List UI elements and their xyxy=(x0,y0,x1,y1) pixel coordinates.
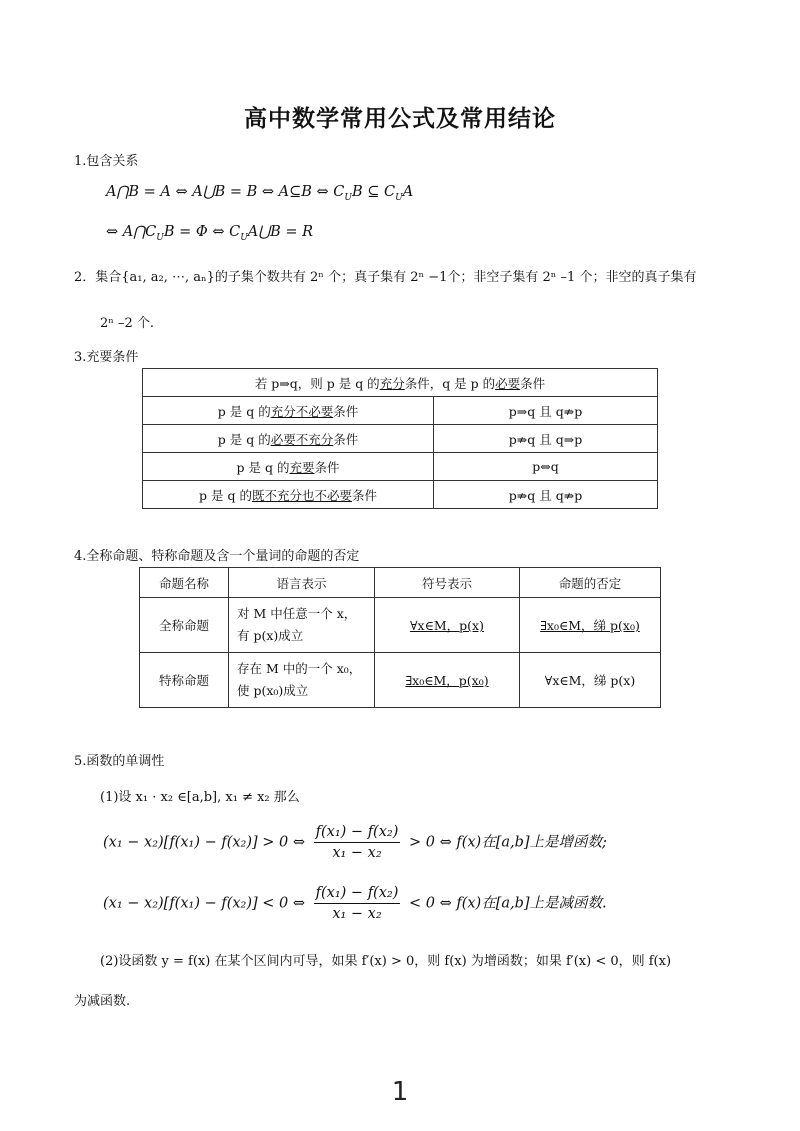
section-5-heading: 5.函数的单调性 xyxy=(74,754,165,769)
table-row: p 是 q 的既不充分也不必要条件 p⇏q 且 q⇏p xyxy=(143,481,658,509)
section-1-heading: 1.包含关系 xyxy=(74,154,139,169)
table-row: 全称命题 对 M 中任意一个 x， 有 p(x)成立 ∀x∈M，p(x) ∃x₀∈M，绨 p(x₀) xyxy=(140,598,661,653)
quantifier-table xyxy=(139,567,661,708)
table-row: p 是 q 的充分不必要条件 p⇒q 且 q⇏p xyxy=(143,397,658,425)
section-2-line-2: 2ⁿ –2 个. xyxy=(100,316,155,331)
section-2-line-1: 2．集合{a₁, a₂, ⋯, aₙ}的子集个数共有 2ⁿ 个；真子集有 2ⁿ −1个；非空子集有 2ⁿ –1 个；非空的真子集有 xyxy=(74,270,697,285)
section-3-heading: 3.充要条件 xyxy=(74,350,139,365)
decreasing-formula: (x₁ − x₂)[f(x₁) − f(x₂)] < 0 ⇔ $\frac{\text{f(x₁) − f(x₂)}}{\text{x₁ − x₂}}$ < 0 ⇔ f(x)在[a,b]上是减函数. xyxy=(103,885,607,922)
table-header-cell: 符号表示 xyxy=(375,568,520,598)
formula-1: A⋂B = A ⇔ A⋃B = B ⇔ A⊆B ⇔ $C_UB$ ⊆ $C_UA$ xyxy=(106,184,414,203)
derivative-line-1: (2)设函数 y = f(x) 在某个区间内可导，如果 f′(x) > 0，则 f(x) 为增函数；如果 f′(x) < 0，则 f(x) xyxy=(100,954,672,969)
table-header-cell: 命题名称 xyxy=(140,568,229,598)
table-row: 特称命题 存在 M 中的一个 x₀， 使 p(x₀)成立 ∃x₀∈M，p(x₀) ∀x∈M，绨 p(x) xyxy=(140,653,661,708)
section-4-heading: 4.全称命题、特称命题及含一个量词的命题的否定 xyxy=(74,549,360,564)
sufficient-necessary-table xyxy=(142,368,658,509)
derivative-line-2: 为减函数. xyxy=(74,994,131,1009)
page-title: 高中数学常用公式及常用结论 xyxy=(244,105,556,132)
table-row: p 是 q 的必要不充分条件 p⇏q 且 q⇒p xyxy=(143,425,658,453)
table-header-cell: 命题的否定 xyxy=(520,568,661,598)
increasing-formula: (x₁ − x₂)[f(x₁) − f(x₂)] > 0 ⇔ $\frac{\text{f(x₁) − f(x₂)}}{\text{x₁ − x₂}}$ > 0 ⇔ f(x)在[a,b]上是增函数; xyxy=(103,824,607,861)
monotonic-intro: (1)设 x₁ · x₂ ∈[a,b], x₁ ≠ x₂ 那么 xyxy=(100,790,300,805)
page-number: 1 xyxy=(391,1077,409,1107)
table-header-cell: 语言表示 xyxy=(229,568,375,598)
table-row: p 是 q 的充要条件 p⇔q xyxy=(143,453,658,481)
formula-2: ⇔ $A⋂C_UB = \Phi$ ⇔ $C_UA⋃B = R$ xyxy=(106,224,314,243)
table-header-cell: 若 p⇒q，则 p 是 q 的充分条件，q 是 p 的必要条件 xyxy=(143,369,658,397)
